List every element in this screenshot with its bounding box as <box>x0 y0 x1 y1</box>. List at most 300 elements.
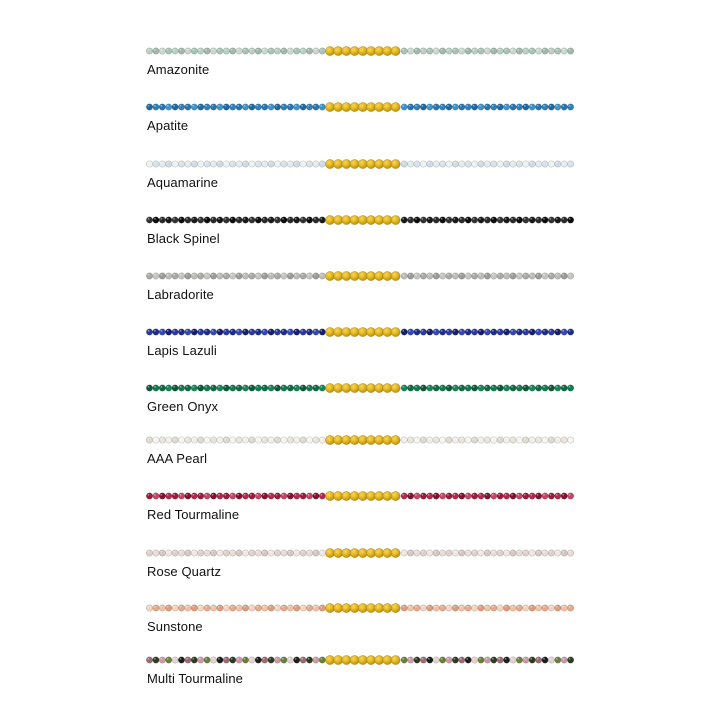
bead-highlight <box>276 606 278 608</box>
bead-highlight <box>237 386 239 388</box>
gemstone-bead <box>319 493 325 499</box>
bead-highlight <box>530 606 532 608</box>
gemstone-bead <box>503 273 509 279</box>
bead-highlight <box>244 218 246 220</box>
gemstone-bead <box>294 329 300 335</box>
gemstone-bead <box>191 493 197 499</box>
gemstone-bead <box>567 48 573 54</box>
bead-highlight <box>308 49 310 51</box>
bead-highlight <box>295 330 297 332</box>
bead-highlight <box>320 274 322 276</box>
bead-highlight <box>192 494 194 496</box>
bead-highlight <box>428 274 430 276</box>
gemstone-bead <box>191 161 197 167</box>
bead-strand <box>146 212 574 228</box>
bead-highlight <box>269 438 271 440</box>
gemstone-bead <box>535 329 541 335</box>
bead-highlight <box>212 274 214 276</box>
gold-bead <box>375 603 384 612</box>
bead-highlight <box>173 386 175 388</box>
gemstone-bead <box>452 273 458 279</box>
gemstone-bead <box>319 273 325 279</box>
bead-highlight <box>530 274 532 276</box>
bead-highlight <box>460 274 462 276</box>
gemstone-bead <box>210 437 216 443</box>
gemstone-bead <box>230 329 236 335</box>
bead-highlight <box>224 606 226 608</box>
gemstone-bead <box>433 493 439 499</box>
gemstone-bead <box>319 104 325 110</box>
bead-highlight <box>486 494 488 496</box>
gemstone-bead <box>191 273 197 279</box>
gold-bead <box>325 159 334 168</box>
gemstone-bead <box>166 329 172 335</box>
bead-highlight <box>205 438 207 440</box>
bead-highlight <box>314 494 316 496</box>
gemstone-bead <box>510 104 516 110</box>
bead-highlight <box>486 162 488 164</box>
bead-highlight <box>466 162 468 164</box>
bead-highlight <box>244 658 246 660</box>
bead-highlight <box>250 218 252 220</box>
gemstone-bead <box>166 605 172 611</box>
gemstone-bead <box>439 48 445 54</box>
bead-highlight <box>154 330 156 332</box>
bead-highlight <box>269 658 271 660</box>
gemstone-bead <box>313 329 319 335</box>
bead-highlight <box>282 49 284 51</box>
bead-highlight <box>402 49 404 51</box>
gemstone-bead <box>159 104 165 110</box>
bead-highlight <box>524 386 526 388</box>
bead-highlight <box>511 330 513 332</box>
gemstone-bead <box>567 104 573 110</box>
bead-highlight <box>556 218 558 220</box>
bead-highlight <box>269 551 271 553</box>
bead-highlight <box>447 218 449 220</box>
gold-bead <box>325 271 334 280</box>
gold-bead <box>325 102 334 111</box>
bead-highlight <box>550 105 552 107</box>
bead-highlight <box>402 494 404 496</box>
bead-highlight <box>250 606 252 608</box>
gemstone-bead <box>529 437 535 443</box>
swatch-row <box>0 600 720 654</box>
gemstone-bead <box>414 385 420 391</box>
bead-highlight <box>415 606 417 608</box>
gold-bead <box>383 655 392 664</box>
gemstone-bead <box>249 329 255 335</box>
gemstone-bead <box>274 385 280 391</box>
bead-highlight <box>511 606 513 608</box>
gemstone-bead <box>294 161 300 167</box>
gemstone-bead <box>319 161 325 167</box>
gemstone-bead <box>204 657 210 663</box>
gemstone-bead <box>281 273 287 279</box>
bead-highlight <box>295 162 297 164</box>
bead-highlight <box>511 438 513 440</box>
bead-highlight <box>460 606 462 608</box>
bead-highlight <box>205 551 207 553</box>
gemstone-bead <box>555 217 561 223</box>
gemstone-bead <box>230 493 236 499</box>
bead-highlight <box>205 330 207 332</box>
bead-highlight <box>409 606 411 608</box>
gemstone-bead <box>433 48 439 54</box>
gemstone-bead <box>204 493 210 499</box>
bead-highlight <box>295 606 297 608</box>
gemstone-bead <box>313 217 319 223</box>
bead-highlight <box>256 162 258 164</box>
gemstone-bead <box>262 48 268 54</box>
gemstone-bead <box>268 437 274 443</box>
gemstone-bead <box>414 329 420 335</box>
gemstone-bead <box>433 550 439 556</box>
gemstone-bead <box>217 161 223 167</box>
bead-highlight <box>518 218 520 220</box>
gold-bead <box>366 603 375 612</box>
bead-highlight <box>154 438 156 440</box>
bead-highlight <box>498 494 500 496</box>
gold-bead <box>334 46 343 55</box>
gemstone-bead <box>503 217 509 223</box>
gemstone-bead <box>401 437 407 443</box>
bead-highlight <box>212 658 214 660</box>
bead-highlight <box>543 162 545 164</box>
bead-highlight <box>492 658 494 660</box>
gemstone-bead <box>153 385 159 391</box>
bead-highlight <box>282 658 284 660</box>
gemstone-bead <box>407 48 413 54</box>
gemstone-bead <box>491 385 497 391</box>
bead-highlight <box>173 494 175 496</box>
bead-highlight <box>288 606 290 608</box>
bead-highlight <box>524 438 526 440</box>
bead-highlight <box>454 494 456 496</box>
gemstone-bead <box>236 657 242 663</box>
gemstone-bead <box>497 217 503 223</box>
gold-bead <box>366 46 375 55</box>
bead-highlight <box>530 494 532 496</box>
bead-highlight <box>524 494 526 496</box>
bead-highlight <box>263 438 265 440</box>
swatch-row <box>0 268 720 322</box>
gemstone-bead <box>433 657 439 663</box>
gold-bead <box>383 603 392 612</box>
gemstone-bead <box>439 493 445 499</box>
gemstone-bead <box>529 217 535 223</box>
bead-highlight <box>154 274 156 276</box>
gemstone-bead <box>471 161 477 167</box>
bead-highlight <box>154 551 156 553</box>
gemstone-bead <box>420 329 426 335</box>
bead-highlight <box>263 274 265 276</box>
gold-bead <box>358 491 367 500</box>
bead-highlight <box>562 105 564 107</box>
gemstone-bead <box>287 217 293 223</box>
bead-highlight <box>518 386 520 388</box>
gemstone-bead <box>319 657 325 663</box>
bead-highlight <box>530 162 532 164</box>
bead-highlight <box>308 386 310 388</box>
bead-highlight <box>288 274 290 276</box>
gemstone-bead <box>523 385 529 391</box>
gemstone-bead <box>516 161 522 167</box>
bead-highlight <box>308 494 310 496</box>
gemstone-bead <box>523 104 529 110</box>
gemstone-bead <box>230 48 236 54</box>
bead-highlight <box>537 438 539 440</box>
gemstone-bead <box>172 493 178 499</box>
gold-bead <box>342 327 351 336</box>
gemstone-bead <box>146 550 152 556</box>
gemstone-bead <box>497 605 503 611</box>
bead-highlight <box>167 551 169 553</box>
bead-highlight <box>530 658 532 660</box>
bead-highlight <box>192 218 194 220</box>
gemstone-bead <box>491 605 497 611</box>
gold-bead <box>325 548 334 557</box>
bead-highlight <box>180 105 182 107</box>
gemstone-bead <box>255 437 261 443</box>
bead-strand <box>146 43 574 59</box>
bead-highlight <box>402 162 404 164</box>
gemstone-bead <box>516 329 522 335</box>
bead-highlight <box>428 386 430 388</box>
bead-highlight <box>167 49 169 51</box>
bead-strand <box>146 652 574 668</box>
bead-highlight <box>148 218 150 220</box>
gemstone-bead <box>236 605 242 611</box>
gemstone-bead <box>535 217 541 223</box>
bead-highlight <box>511 162 513 164</box>
gemstone-bead <box>542 217 548 223</box>
gemstone-bead <box>262 550 268 556</box>
bead-highlight <box>473 658 475 660</box>
bead-highlight <box>308 105 310 107</box>
bead-highlight <box>244 494 246 496</box>
bead-highlight <box>434 658 436 660</box>
gemstone-bead <box>529 385 535 391</box>
bead-highlight <box>441 274 443 276</box>
gold-bead <box>366 102 375 111</box>
gemstone-bead <box>439 217 445 223</box>
bead-highlight <box>288 551 290 553</box>
bead-highlight <box>308 218 310 220</box>
bead-highlight <box>492 49 494 51</box>
gold-bead <box>383 102 392 111</box>
bead-highlight <box>537 105 539 107</box>
gemstone-bead <box>439 437 445 443</box>
bead-highlight <box>308 162 310 164</box>
gemstone-bead <box>516 104 522 110</box>
gemstone-bead <box>484 161 490 167</box>
gemstone-bead <box>567 493 573 499</box>
bead-highlight <box>173 105 175 107</box>
bead-highlight <box>186 494 188 496</box>
bead-highlight <box>422 494 424 496</box>
gemstone-bead <box>484 217 490 223</box>
bead-highlight <box>218 162 220 164</box>
gemstone-bead <box>268 161 274 167</box>
bead-highlight <box>434 49 436 51</box>
bead-highlight <box>409 551 411 553</box>
bead-highlight <box>192 162 194 164</box>
gold-bead <box>342 159 351 168</box>
gemstone-bead <box>242 217 248 223</box>
gemstone-bead <box>478 385 484 391</box>
swatch-label: Rose Quartz <box>147 564 222 579</box>
gemstone-bead <box>478 437 484 443</box>
bead-highlight <box>556 606 558 608</box>
gemstone-bead <box>459 437 465 443</box>
gemstone-bead <box>153 550 159 556</box>
bead-highlight <box>492 330 494 332</box>
gold-bead <box>325 603 334 612</box>
bead-highlight <box>250 330 252 332</box>
gemstone-bead <box>561 104 567 110</box>
gemstone-bead <box>446 385 452 391</box>
gemstone-bead <box>510 48 516 54</box>
gemstone-bead <box>439 104 445 110</box>
gemstone-bead <box>523 437 529 443</box>
gold-bead <box>391 46 400 55</box>
gemstone-bead <box>146 437 152 443</box>
gemstone-bead <box>446 605 452 611</box>
bead-highlight <box>320 606 322 608</box>
bead-highlight <box>256 551 258 553</box>
gemstone-bead <box>471 493 477 499</box>
bead-highlight <box>173 49 175 51</box>
gemstone-bead <box>401 493 407 499</box>
gemstone-bead <box>439 273 445 279</box>
bead-highlight <box>288 494 290 496</box>
bead-highlight <box>295 105 297 107</box>
gemstone-bead <box>414 217 420 223</box>
bead-highlight <box>479 330 481 332</box>
gemstone-bead <box>555 493 561 499</box>
gemstone-bead <box>262 217 268 223</box>
gemstone-bead <box>420 104 426 110</box>
bead-highlight <box>205 162 207 164</box>
bead-highlight <box>186 606 188 608</box>
bead-highlight <box>148 658 150 660</box>
bead-highlight <box>205 606 207 608</box>
bead-highlight <box>308 274 310 276</box>
gemstone-bead <box>191 437 197 443</box>
bead-highlight <box>550 494 552 496</box>
bead-highlight <box>288 386 290 388</box>
gemstone-bead <box>542 437 548 443</box>
gemstone-bead <box>204 550 210 556</box>
bead-highlight <box>530 330 532 332</box>
gemstone-bead <box>146 385 152 391</box>
bead-highlight <box>460 49 462 51</box>
gemstone-bead <box>491 657 497 663</box>
bead-highlight <box>518 658 520 660</box>
gemstone-bead <box>523 493 529 499</box>
bead-highlight <box>288 330 290 332</box>
bead-highlight <box>148 274 150 276</box>
bead-highlight <box>167 438 169 440</box>
bead-highlight <box>192 105 194 107</box>
bead-highlight <box>205 658 207 660</box>
gemstone-bead <box>478 550 484 556</box>
bead-highlight <box>224 105 226 107</box>
bead-highlight <box>409 105 411 107</box>
gold-bead <box>334 327 343 336</box>
gemstone-bead <box>178 104 184 110</box>
gemstone-bead <box>159 273 165 279</box>
gold-bead <box>334 491 343 500</box>
bead-highlight <box>428 330 430 332</box>
bead-highlight <box>173 218 175 220</box>
bead-highlight <box>231 218 233 220</box>
bead-highlight <box>447 494 449 496</box>
gemstone-bead <box>185 385 191 391</box>
gemstone-bead <box>242 329 248 335</box>
gemstone-bead <box>255 273 261 279</box>
gemstone-bead <box>268 273 274 279</box>
gemstone-bead <box>523 217 529 223</box>
gemstone-bead <box>281 437 287 443</box>
gemstone-bead <box>503 329 509 335</box>
bead-highlight <box>256 438 258 440</box>
gemstone-bead <box>306 657 312 663</box>
gemstone-bead <box>178 550 184 556</box>
swatch-row <box>0 380 720 434</box>
gemstone-bead <box>146 161 152 167</box>
bead-highlight <box>524 49 526 51</box>
bead-highlight <box>543 49 545 51</box>
bead-highlight <box>543 551 545 553</box>
gemstone-bead <box>146 217 152 223</box>
gemstone-bead <box>178 657 184 663</box>
gemstone-bead <box>191 104 197 110</box>
bead-highlight <box>180 606 182 608</box>
bead-highlight <box>537 658 539 660</box>
gemstone-bead <box>306 493 312 499</box>
gemstone-bead <box>287 48 293 54</box>
bead-highlight <box>237 658 239 660</box>
gold-bead <box>375 435 384 444</box>
bead-highlight <box>473 551 475 553</box>
bead-highlight <box>409 658 411 660</box>
bead-highlight <box>244 162 246 164</box>
bead-highlight <box>422 658 424 660</box>
bead-highlight <box>415 218 417 220</box>
bead-highlight <box>486 438 488 440</box>
bead-highlight <box>498 162 500 164</box>
gemstone-bead <box>166 493 172 499</box>
gemstone-bead <box>491 437 497 443</box>
bead-highlight <box>231 274 233 276</box>
gemstone-bead <box>249 273 255 279</box>
gemstone-bead <box>542 657 548 663</box>
bead-highlight <box>295 386 297 388</box>
bead-highlight <box>199 162 201 164</box>
bead-highlight <box>231 162 233 164</box>
bead-highlight <box>218 386 220 388</box>
bead-highlight <box>250 274 252 276</box>
bead-highlight <box>199 274 201 276</box>
gold-bead <box>375 46 384 55</box>
gemstone-bead <box>178 493 184 499</box>
bead-highlight <box>460 386 462 388</box>
gemstone-bead <box>503 493 509 499</box>
gemstone-bead <box>548 657 554 663</box>
bead-highlight <box>537 162 539 164</box>
